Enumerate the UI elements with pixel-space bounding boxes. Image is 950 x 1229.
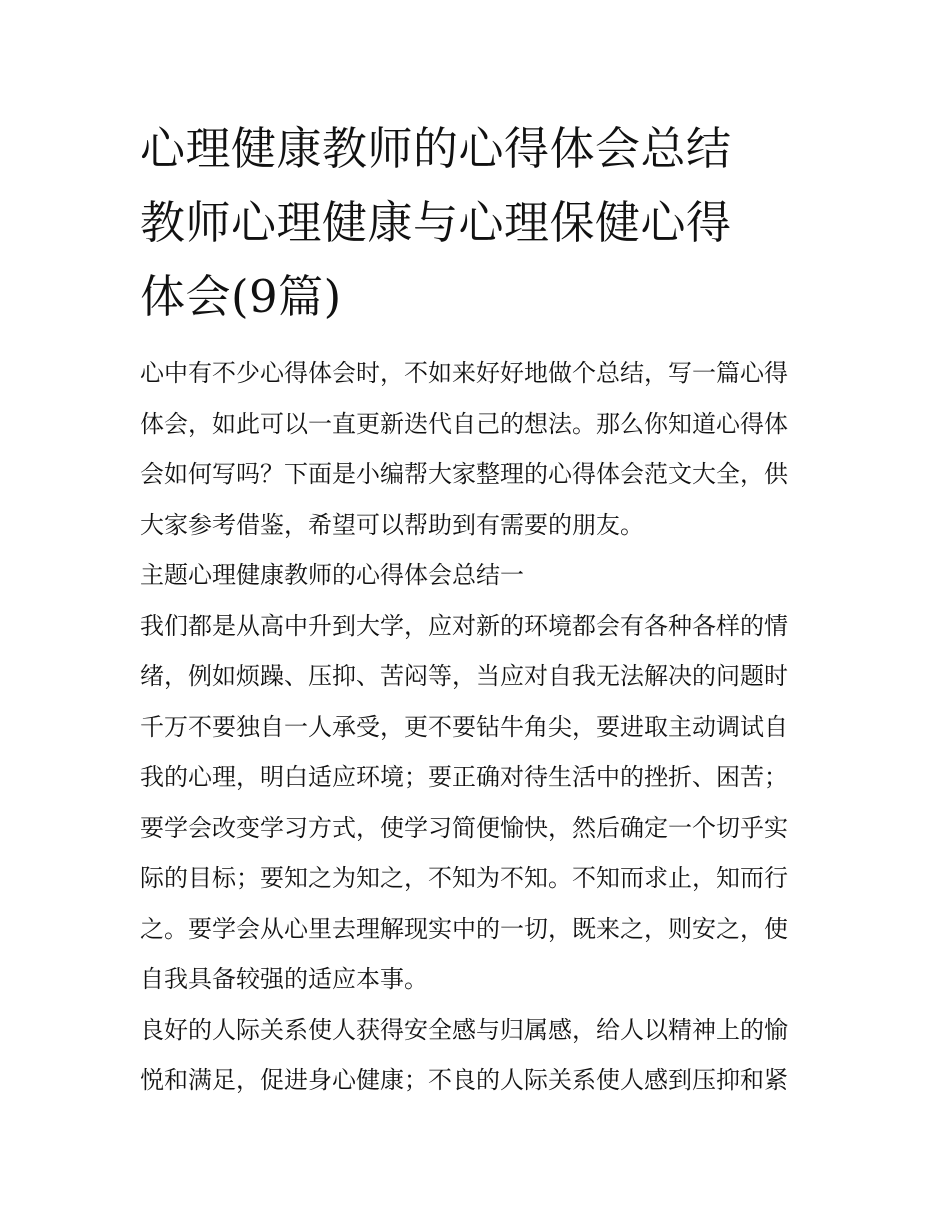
intro-paragraph xyxy=(140,348,812,550)
title-line: 心理健康教师的心得体会总结 xyxy=(140,122,732,175)
text-line: 千万不要独自一人承受，更不要钻牛角尖，要进取主动调试自 xyxy=(140,712,788,741)
text-line: 心中有不少心得体会时，不如来好好地做个总结，写一篇心得 xyxy=(140,359,788,387)
text-line: 悦和满足，促进身心健康；不良的人际关系使人感到压抑和紧 xyxy=(140,1066,788,1094)
text-line: 良好的人际关系使人获得安全感与归属感，给人以精神上的愉 xyxy=(140,1015,788,1044)
text-line: 我的心理，明白适应环境；要正确对待生活中的挫折、困苦； xyxy=(140,763,788,791)
title-line: 体会(9篇) xyxy=(140,270,342,323)
document-content xyxy=(140,112,812,1106)
text-line: 之。要学会从心里去理解现实中的一切，既来之，则安之，使 xyxy=(140,914,788,943)
text-line: 会如何写吗？下面是小编帮大家整理的心得体会范文大全，供 xyxy=(140,460,788,488)
document-body xyxy=(140,348,812,1106)
body-paragraph-2 xyxy=(140,1005,812,1106)
text-line: 体会，如此可以一直更新迭代自己的想法。那么你知道心得体 xyxy=(140,409,788,438)
title-line: 教师心理健康与心理保健心得 xyxy=(140,196,732,249)
section-heading xyxy=(140,550,812,601)
text-line: 我们都是从高中升到大学，应对新的环境都会有各种各样的情 xyxy=(140,611,788,640)
text-line: 自我具备较强的适应本事。 xyxy=(140,965,428,993)
document-title xyxy=(140,112,812,334)
body-paragraph-1 xyxy=(140,601,812,1005)
text-line: 绪，例如烦躁、压抑、苦闷等，当应对自我无法解决的问题时 xyxy=(140,662,788,690)
text-line: 要学会改变学习方式，使学习简便愉快，然后确定一个切乎实 xyxy=(140,813,788,842)
text-line: 际的目标；要知之为知之，不知为不知。不知而求止，知而行 xyxy=(140,864,788,892)
text-line: 大家参考借鉴，希望可以帮助到有需要的朋友。 xyxy=(140,510,644,539)
section-heading-text: 主题心理健康教师的心得体会总结一 xyxy=(140,561,524,589)
